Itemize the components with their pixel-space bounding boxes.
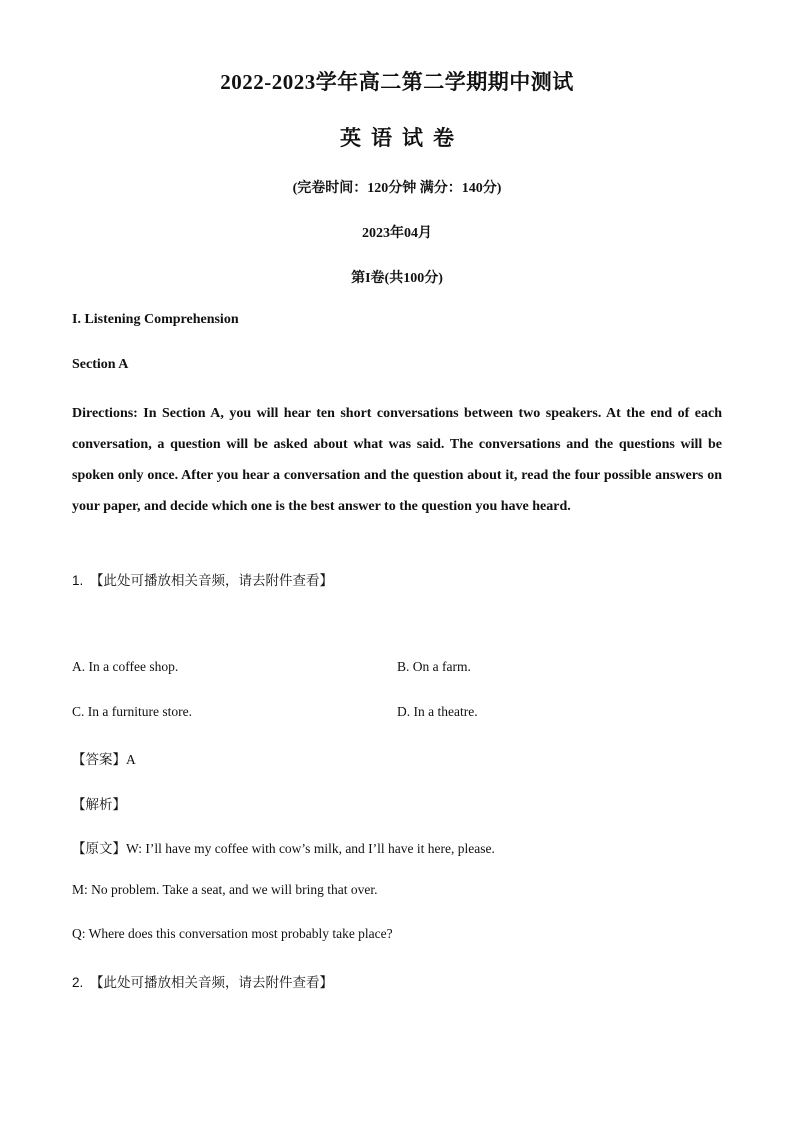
question-2-prompt xyxy=(72,971,333,991)
option-c: C. In a furniture store. xyxy=(72,704,192,719)
audio-placeholder: 【此处可播放相关音频，请去附件查看】 xyxy=(90,975,333,991)
part-heading: 第I卷(共100分) xyxy=(351,271,443,286)
analysis-label: 【解析】 xyxy=(72,797,126,813)
audio-placeholder: 【此处可播放相关音频，请去附件查看】 xyxy=(90,573,333,589)
exam-date: 2023年04月 xyxy=(362,226,432,241)
answer-value: A xyxy=(126,752,136,767)
directions-paragraph: Directions: In Section A, you will hear ten short conversations between two speakers. At the end of each conversation, a question will be asked about what was said. The conversations and the questions will be spoken only once. After you hear a conversation and the question about it, read the four possible answers on your paper, and decide which one is the best answer to the question you have heard. xyxy=(72,406,722,514)
exam-info: (完卷时间：120分钟 满分：140分) xyxy=(292,181,502,196)
option-d: D. In a theatre. xyxy=(397,704,478,719)
answer-label: 【答案】 xyxy=(72,752,126,768)
option-a: A. In a coffee shop. xyxy=(72,659,179,674)
transcript-line-3: Q: Where does this conversation most probably take place? xyxy=(72,926,393,941)
transcript-line-1 xyxy=(72,837,495,857)
transcript-line-2: M: No problem. Take a seat, and we will bring that over. xyxy=(72,882,378,897)
section-subheading: Section A xyxy=(72,357,129,372)
question-number: 2. xyxy=(72,975,84,990)
exam-subtitle: 英语试卷 xyxy=(340,126,464,150)
exam-title: 2022-2023学年高二第二学期期中测试 xyxy=(220,70,574,94)
answer-line xyxy=(72,748,136,768)
section-heading: I. Listening Comprehension xyxy=(72,312,239,327)
question-1-prompt xyxy=(72,569,333,589)
option-b: B. On a farm. xyxy=(397,659,471,674)
question-number: 1. xyxy=(72,573,84,588)
transcript-label: 【原文】 xyxy=(72,841,126,857)
transcript-text: W: I’ll have my coffee with cow’s milk, and I’ll have it here, please. xyxy=(126,841,495,856)
